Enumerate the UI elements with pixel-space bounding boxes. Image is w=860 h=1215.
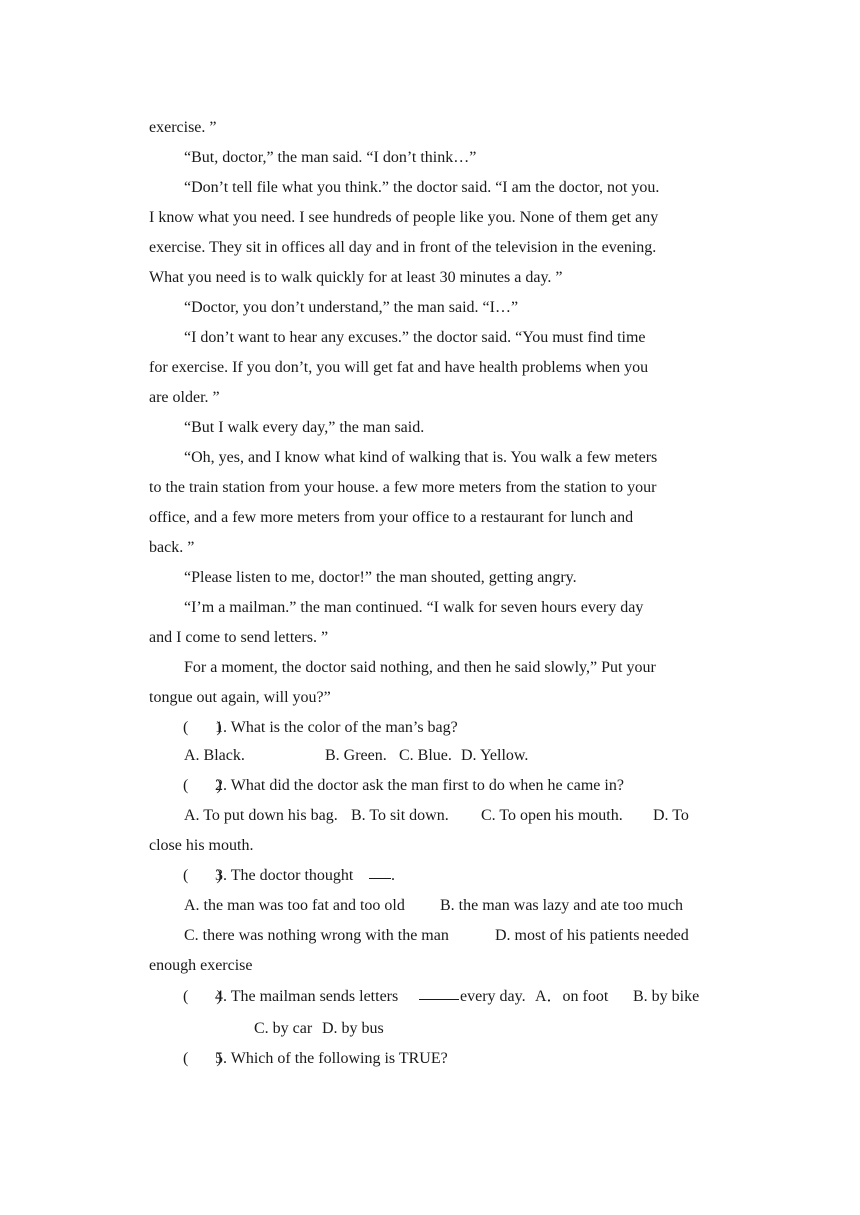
story-line xyxy=(0,623,860,653)
option-a: A．on foot xyxy=(535,988,609,1005)
question-4 xyxy=(0,982,860,1012)
option-d: D. To xyxy=(653,807,689,824)
story-text: “Please listen to me, doctor!” the man shouted, getting angry. xyxy=(184,569,577,586)
story-line xyxy=(0,473,860,503)
option-a: A. To put down his bag. xyxy=(184,807,338,824)
story-line xyxy=(0,683,860,713)
question-stem: 2. What did the doctor ask the man first to do when he came in? xyxy=(215,777,624,794)
story-line xyxy=(0,593,860,623)
story-text: office, and a few more meters from your office to a restaurant for lunch and xyxy=(149,509,634,526)
story-text: back. ” xyxy=(149,539,195,556)
story-text: “I’m a mailman.” the man continued. “I walk for seven hours every day xyxy=(184,599,644,616)
option-c: C. there was nothing wrong with the man xyxy=(184,927,449,944)
option-b: B. To sit down. xyxy=(351,807,449,824)
story-line xyxy=(0,113,860,143)
option-c: C. Blue. xyxy=(399,747,452,764)
story-line xyxy=(0,323,860,353)
story-line xyxy=(0,293,860,323)
story-line xyxy=(0,233,860,263)
story-text: and I come to send letters. ” xyxy=(149,629,329,646)
story-line xyxy=(0,173,860,203)
answer-paren[interactable]: ( ) xyxy=(183,1050,222,1067)
fill-blank[interactable] xyxy=(369,860,391,879)
story-line xyxy=(0,443,860,473)
question-4-options xyxy=(0,1014,860,1044)
story-line xyxy=(0,353,860,383)
question-stem: 4. The mailman sends letters xyxy=(215,988,399,1005)
option-d: D. Yellow. xyxy=(461,747,529,764)
story-line xyxy=(0,653,860,683)
question-3-options-2 xyxy=(0,921,860,951)
story-text: “But, doctor,” the man said. “I don’t think…” xyxy=(184,149,477,166)
fill-blank[interactable] xyxy=(419,981,459,1000)
answer-paren[interactable]: ( ) xyxy=(183,988,222,1005)
option-a: A. the man was too fat and too old xyxy=(184,897,405,914)
answer-paren[interactable]: ( ) xyxy=(183,719,222,736)
story-text: to the train station from your house. a few more meters from the station to your xyxy=(149,479,657,496)
story-text: tongue out again, will you?” xyxy=(149,689,331,706)
question-stem: 1. What is the color of the man’s bag? xyxy=(215,719,458,736)
question-stem: 5. Which of the following is TRUE? xyxy=(215,1050,448,1067)
story-text: “Doctor, you don’t understand,” the man said. “I…” xyxy=(184,299,519,316)
option-b: B. the man was lazy and ate too much xyxy=(440,897,684,914)
question-stem-after: every day. xyxy=(460,988,526,1005)
story-text: exercise. ” xyxy=(149,119,217,136)
story-text: For a moment, the doctor said nothing, and then he said slowly,” Put your xyxy=(184,659,656,676)
option-c: C. by car xyxy=(254,1020,313,1037)
question-3-options xyxy=(0,891,860,921)
story-text: What you need is to walk quickly for at least 30 minutes a day. ” xyxy=(149,269,563,286)
story-text: “But I walk every day,” the man said. xyxy=(184,419,425,436)
question-3-options-cont xyxy=(0,951,860,981)
question-2 xyxy=(0,771,860,801)
story-text: “Oh, yes, and I know what kind of walking that is. You walk a few meters xyxy=(184,449,658,466)
option-d-continued: close his mouth. xyxy=(149,837,254,854)
option-c: C. To open his mouth. xyxy=(481,807,623,824)
option-b: B. Green. xyxy=(325,747,387,764)
story-text: exercise. They sit in offices all day and in front of the television in the evening. xyxy=(149,239,657,256)
story-text: are older. ” xyxy=(149,389,220,406)
story-line xyxy=(0,383,860,413)
answer-paren[interactable]: ( ) xyxy=(183,867,222,884)
option-a: A. Black. xyxy=(184,747,245,764)
story-text: “Don’t tell file what you think.” the doctor said. “I am the doctor, not you. xyxy=(184,179,660,196)
question-1-options xyxy=(0,741,860,771)
story-text: I know what you need. I see hundreds of people like you. None of them get any xyxy=(149,209,659,226)
question-1 xyxy=(0,713,860,743)
option-d: D. most of his patients needed xyxy=(495,927,689,944)
question-3 xyxy=(0,861,860,891)
story-line xyxy=(0,263,860,293)
question-stem-end: . xyxy=(391,867,395,884)
story-line xyxy=(0,143,860,173)
story-line xyxy=(0,563,860,593)
option-d-continued: enough exercise xyxy=(149,957,253,974)
option-d: D. by bus xyxy=(322,1020,384,1037)
story-line xyxy=(0,533,860,563)
option-b: B. by bike xyxy=(633,988,700,1005)
story-text: for exercise. If you don’t, you will get fat and have health problems when you xyxy=(149,359,649,376)
question-stem: 3. The doctor thought xyxy=(215,867,354,884)
story-line xyxy=(0,503,860,533)
story-line xyxy=(0,413,860,443)
question-5 xyxy=(0,1044,860,1074)
story-line xyxy=(0,203,860,233)
question-2-options xyxy=(0,801,860,831)
answer-paren[interactable]: ( ) xyxy=(183,777,222,794)
story-text: “I don’t want to hear any excuses.” the doctor said. “You must find time xyxy=(184,329,646,346)
question-2-options-cont xyxy=(0,831,860,861)
